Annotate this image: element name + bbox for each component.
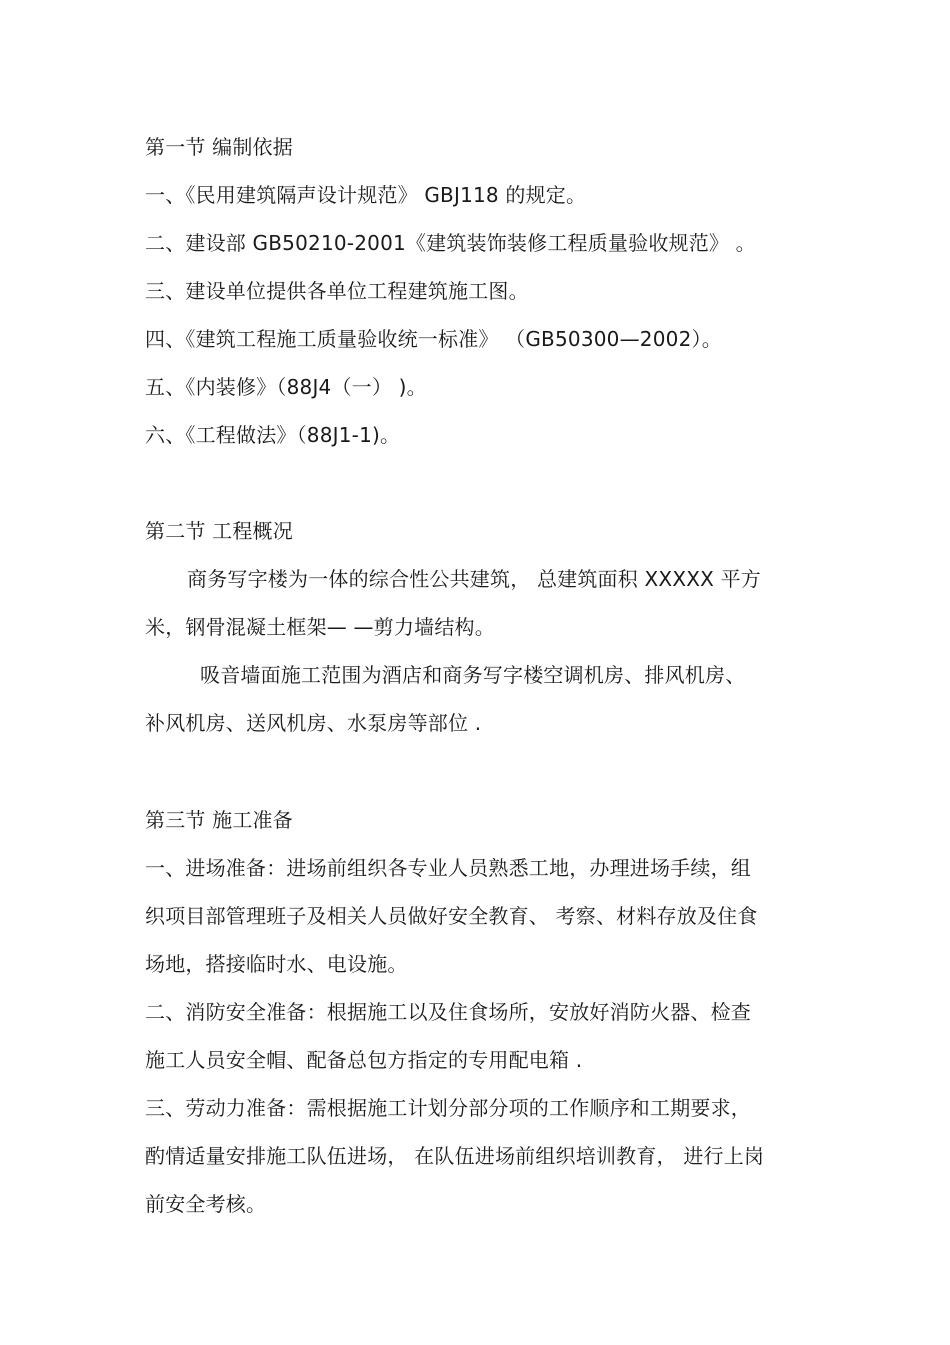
paragraph-line: 商务写字楼为一体的综合性公共建筑， 总建筑面积 XXXXX 平方 — [187, 567, 761, 591]
paragraph-line: 米，钢骨混凝土框架— —剪力墙结构。 — [145, 615, 495, 639]
paragraph-line: 六、《工程做法》（88J1-1)。 — [145, 423, 401, 447]
paragraph-line: 四、《建筑工程施工质量验收统一标准》 （GB50300—2002）。 — [145, 327, 722, 351]
paragraph-line: 吸音墙面施工范围为酒店和商务写字楼空调机房、排风机房、 — [200, 663, 746, 687]
paragraph-line: 二、消防安全准备：根据施工以及住食场所，安放好消防火器、检查 — [145, 1000, 751, 1024]
paragraph-line: 补风机房、送风机房、水泵房等部位 . — [145, 711, 482, 735]
paragraph-line: 一、《民用建筑隔声设计规范》 GBJ118 的规定。 — [145, 183, 587, 207]
section-heading: 第一节 编制依据 — [145, 135, 293, 159]
section-heading: 第三节 施工准备 — [145, 808, 293, 832]
paragraph-line: 三、劳动力准备：需根据施工计划分部分项的工作顺序和工期要求， — [145, 1096, 751, 1120]
paragraph-line: 场地，搭接临时水、电设施。 — [145, 952, 408, 976]
paragraph-line: 二、建设部 GB50210-2001《建筑装饰装修工程质量验收规范》 。 — [145, 231, 756, 255]
paragraph-line: 前安全考核。 — [145, 1192, 267, 1216]
paragraph-line: 一、进场准备：进场前组织各专业人员熟悉工地，办理进场手续，组 — [145, 856, 751, 880]
paragraph-line: 酌情适量安排施工队伍进场， 在队伍进场前组织培训教育， 进行上岗 — [145, 1144, 765, 1168]
paragraph-line: 施工人员安全帽、配备总包方指定的专用配电箱 . — [145, 1048, 583, 1072]
paragraph-line: 三、建设单位提供各单位工程建筑施工图。 — [145, 279, 529, 303]
section-heading: 第二节 工程概况 — [145, 519, 293, 543]
paragraph-line: 织项目部管理班子及相关人员做好安全教育、 考察、材料存放及住食 — [145, 904, 758, 928]
paragraph-line: 五、《内装修》（88J4（一） )。 — [145, 375, 427, 399]
